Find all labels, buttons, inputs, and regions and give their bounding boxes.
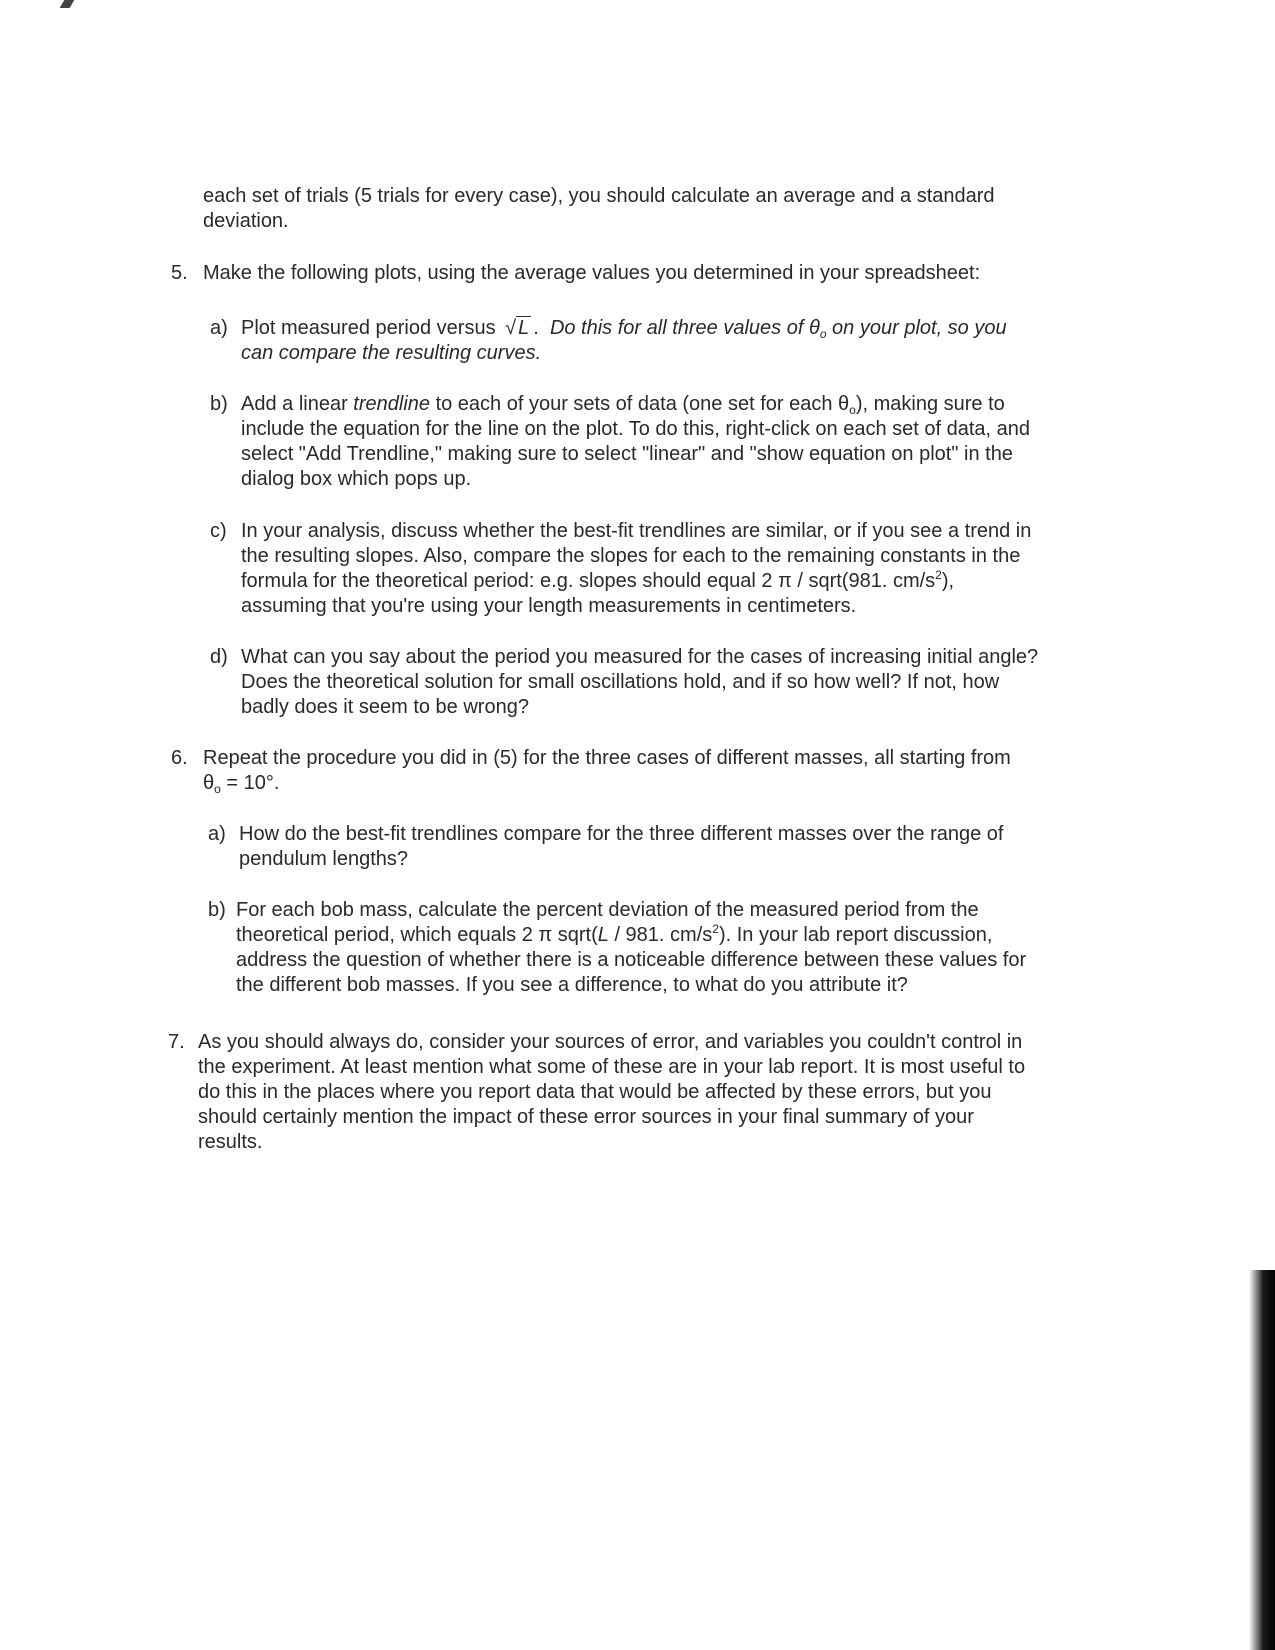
subitem-line: address the question of whether there is a noticeable difference between these values for (236, 949, 1027, 971)
subitem-line (241, 316, 1007, 341)
subscript: o (819, 327, 827, 341)
item-text: do this in the places where you report data that would be affected by these errors, but you (198, 1081, 992, 1103)
item-text: results. (198, 1131, 263, 1153)
subitem-line: include the equation for the line on the plot. To do this, right-click on each set of data, and (241, 418, 1031, 440)
text-run: Add a linear (241, 393, 354, 415)
text-run: can compare the resulting curves. (241, 342, 542, 364)
text-run: ). In your lab report discussion, (718, 924, 993, 946)
subitem-line: the different bob masses. If you see a difference, to what do you attribute it? (236, 974, 908, 996)
subitem-line (241, 341, 541, 366)
subitem-line: pendulum lengths? (239, 848, 409, 870)
subitem-label: b) (208, 899, 226, 921)
subitem-label: d) (210, 646, 228, 668)
text-run: formula for the theoretical period: e.g. slopes should equal 2 π / sqrt(981. cm/s (241, 570, 936, 592)
item-text: Make the following plots, using the average values you determined in your spreadsheet: (203, 262, 981, 284)
text-run: / 981. cm/s (608, 924, 713, 946)
intro-line: each set of trials (5 trials for every case), you should calculate an average and a standard (203, 185, 995, 207)
subitem-line: dialog box which pops up. (241, 468, 472, 490)
subitem-line: How do the best-fit trendlines compare for the three different masses over the range of (239, 823, 1004, 845)
text-run: ), making sure to (855, 393, 1005, 415)
text-run: ), (941, 570, 955, 592)
subitem-line: In your analysis, discuss whether the best-fit trendlines are similar, or if you see a trend in (241, 520, 1032, 542)
text-run: . (533, 317, 539, 339)
subitem-line (241, 392, 1005, 417)
subitem-label: b) (210, 393, 228, 415)
subscript: o (849, 403, 856, 417)
subscript: o (214, 782, 221, 796)
superscript: 2 (935, 568, 942, 582)
text-run: Do this for all three values of θ (549, 317, 820, 339)
item-text: As you should always do, consider your sources of error, and variables you couldn't control in (198, 1031, 1023, 1053)
superscript: 2 (712, 922, 719, 936)
subitem-line: Does the theoretical solution for small oscillations hold, and if so how well? If not, how (241, 671, 1000, 693)
sqrt-symbol: √ (505, 317, 517, 339)
subitem-label: a) (210, 317, 228, 339)
text-run: Plot measured period versus (241, 317, 496, 339)
intro-line: deviation. (203, 210, 289, 232)
text-run: L (597, 924, 609, 946)
subitem-line: For each bob mass, calculate the percent deviation of the measured period from the (236, 899, 979, 921)
scan-edge-shadow (1249, 1270, 1275, 1650)
item-text: the experiment. At least mention what some of these are in your lab report. It is most useful to (198, 1056, 1026, 1078)
item-number: 7. (168, 1031, 185, 1053)
text-run: theoretical period, which equals 2 π sqrt( (236, 924, 598, 946)
subitem-line: the resulting slopes. Also, compare the slopes for each to the remaining constants in the (241, 545, 1021, 567)
subitem-label: c) (210, 520, 227, 542)
scan-artifact-mark (60, 0, 75, 8)
item-number: 6. (171, 747, 188, 769)
text-run: to each of your sets of data (one set for each θ (430, 393, 850, 415)
text-run: trendline (353, 393, 431, 415)
item-text: Repeat the procedure you did in (5) for the three cases of different masses, all starting from (203, 747, 1011, 769)
text-run: = 10°. (220, 772, 280, 794)
text-run: on your plot, so you (826, 317, 1007, 339)
subitem-line: What can you say about the period you measured for the cases of increasing initial angle? (241, 646, 1039, 668)
sqrt-variable: L (518, 317, 530, 339)
subitem-line (241, 569, 954, 594)
text-run: θ (203, 772, 215, 794)
subitem-line (236, 923, 992, 948)
item-text: should certainly mention the impact of these error sources in your final summary of your (198, 1106, 974, 1128)
subitem-line: select "Add Trendline," making sure to select "linear" and "show equation on plot" in the (241, 443, 1013, 465)
subitem-label: a) (208, 823, 226, 845)
sqrt-expression (505, 316, 531, 341)
subitem-line: badly does it seem to be wrong? (241, 696, 529, 718)
item-number: 5. (171, 262, 188, 284)
item-text (203, 771, 279, 796)
subitem-line: assuming that you're using your length measurements in centimeters. (241, 595, 857, 617)
